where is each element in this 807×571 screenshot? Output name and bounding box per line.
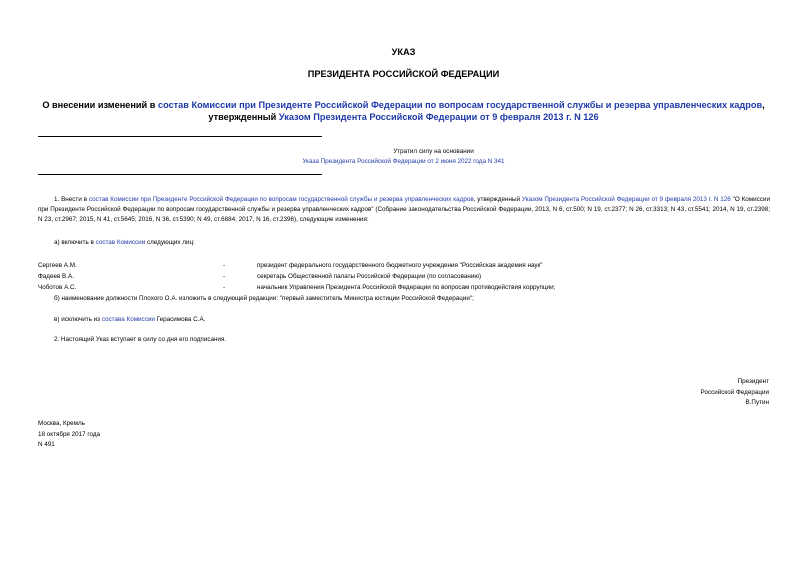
divider-bottom	[38, 174, 322, 175]
status-label: Утратил силу на основании	[393, 148, 474, 155]
member-dash: -	[223, 262, 226, 269]
signature-country: Российской Федерации	[700, 388, 769, 396]
about-line2-prefix: утвержденный	[208, 112, 279, 122]
p1-text-a: 1. Внести в	[54, 196, 89, 203]
p1-link-decree[interactable]: Указом Президента Российской Федерации от 9 февраля 2013 г. N 126	[521, 196, 731, 203]
paragraph-v	[54, 315, 205, 325]
signature-title: Президент	[737, 378, 769, 385]
signature-name: В.Путин	[745, 399, 769, 406]
signature-block	[701, 377, 769, 409]
doc-about	[0, 99, 807, 123]
pa-link-commission[interactable]: состав Комиссии	[95, 239, 146, 246]
paragraph-2: 2. Настоящий Указ вступает в силу со дня его подписания.	[54, 336, 227, 343]
place: Москва, Кремль	[38, 420, 85, 427]
doc-about-line2	[0, 111, 807, 123]
table-row	[38, 273, 778, 284]
paragraph-b: б) наименование должности Плохого О.А. изложить в следующей редакции: "первый заместитель Министра юстиции Российской Федерации";	[54, 295, 474, 302]
about-link-decree[interactable]: Указом Президента Российской Федерации от 9 февраля 2013 г. N 126	[278, 112, 599, 122]
member-role: президент федерального государственного бюджетного учреждения "Российская академия наук"	[257, 262, 543, 269]
doc-subtitle: ПРЕЗИДЕНТА РОССИЙСКОЙ ФЕДЕРАЦИИ	[307, 69, 500, 79]
table-row	[38, 262, 778, 273]
doc-title: УКАЗ	[391, 47, 416, 57]
pa-prefix: а) включить в	[54, 239, 96, 246]
p1-link-commission[interactable]: состав Комиссии при Президенте Российской Федерации по вопросам государственной службы и резерва управленческих кадров	[88, 196, 474, 203]
about-prefix: О внесении изменений в	[42, 100, 158, 110]
member-role: начальник Управления Президента Российской Федерации по вопросам противодействия коррупции;	[257, 284, 556, 291]
member-name: Чоботов А.С.	[38, 284, 77, 291]
member-name: Фадеев В.А.	[38, 273, 74, 280]
about-comma: ,	[762, 100, 765, 110]
member-role: секретарь Общественной палаты Российской Федерации (по согласованию)	[257, 273, 482, 280]
status-block	[0, 148, 807, 165]
member-dash: -	[223, 273, 226, 280]
place-date-block	[38, 419, 100, 451]
members-table	[38, 262, 778, 295]
pv-prefix: в) исключить из	[54, 316, 102, 323]
member-dash: -	[223, 284, 226, 291]
p1-text-b: , утвержденный	[473, 196, 522, 203]
p1-text-c: "О Комиссии при Президенте Российской Федерации по вопросам государственной службы и резерва управленческих кадров" (Собрание законодательства Российской Федерации, 2013, N 6, ст.500; N 19, ст.2377; N 26, ст.3313; N 43, ст.5541; 2014, N 19, ст.2398; N 23, ст.2967; 2015, N 41, ст.5645; 2016, N 36, ст.5390; N 49, ст.6884; 2017, N 16, ст.2396), следующие изменения:	[38, 196, 770, 223]
pv-link-commission[interactable]: состава Комиссии	[101, 316, 155, 323]
pv-suffix: Герасимова С.А.	[154, 316, 206, 323]
date: 18 октября 2017 года	[38, 430, 101, 438]
member-name: Сергеев А.М.	[38, 262, 77, 269]
doc-about-line1	[0, 99, 807, 111]
paragraph-a	[54, 238, 195, 248]
paragraph-1	[38, 195, 770, 225]
decree-number: N 491	[38, 441, 55, 448]
divider-top	[38, 136, 322, 137]
pa-suffix: следующих лиц:	[145, 239, 195, 246]
about-link-commission[interactable]: состав Комиссии при Президенте Российской Федерации по вопросам государственной службы и резерва управленческих кадров	[157, 100, 763, 110]
status-link-repeal[interactable]: Указа Президента Российской Федерации от 2 июня 2022 года N 341	[302, 158, 505, 165]
